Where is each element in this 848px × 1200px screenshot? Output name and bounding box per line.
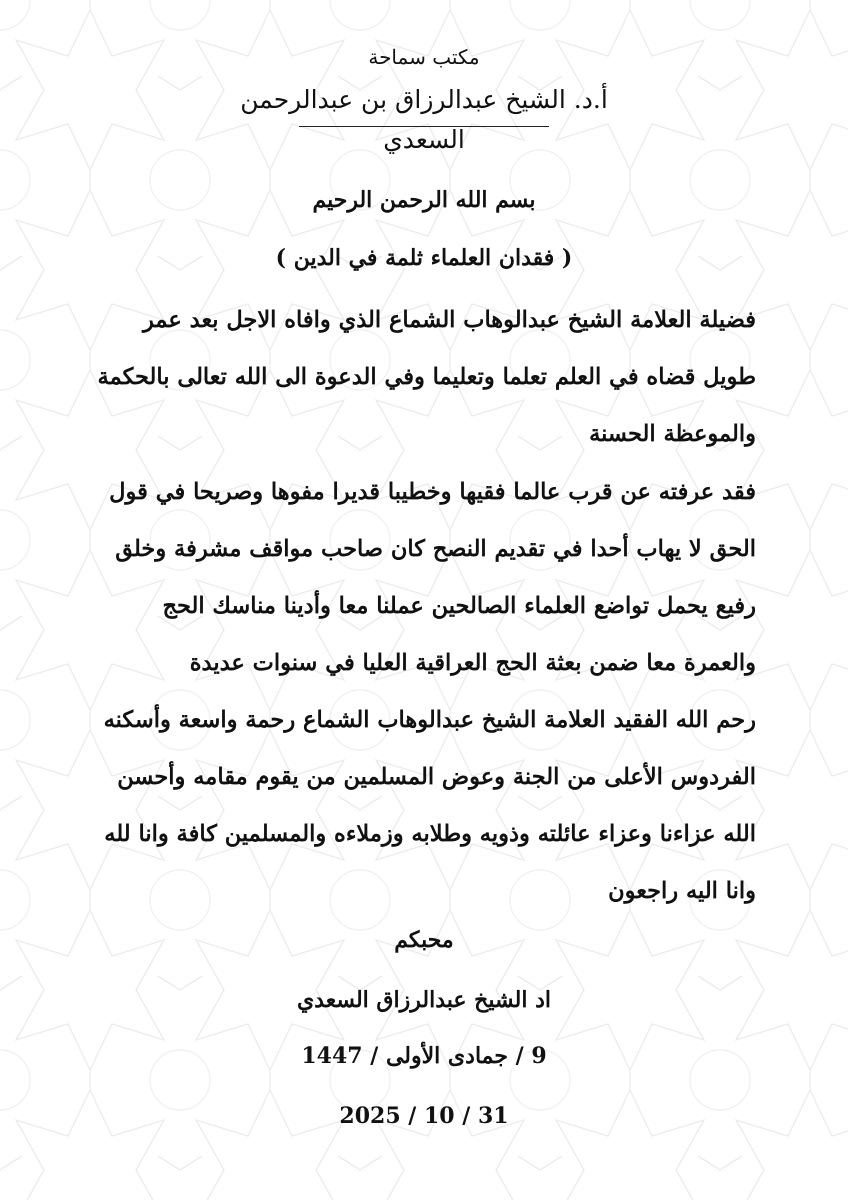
body-paragraph-3: رحم الله الفقيد العلامة الشيخ عبدالوهاب الشماع رحمة واسعة وأسكنه الفردوس الأعلى من الجنة وعوض المسلمين من يقوم مقامه وأحسن الله عزاءنا وعزاء عائلته وذويه وطلابه وزملاءه والمسلمين كافة وانا لله وانا اليه راجعون xyxy=(103,707,756,904)
gregorian-date: 2025 / 10 / 31 xyxy=(339,1103,509,1129)
letter-subject: ( فقدان العلماء ثلمة في الدين ) xyxy=(275,245,573,271)
letterhead-name: أ.د. الشيخ عبدالرزاق بن عبدالرحمن السعدي xyxy=(240,85,608,154)
letterhead-office: مكتب سماحة xyxy=(368,45,480,69)
hijri-date: 9 / جمادى الأولى / 1447 xyxy=(301,1043,547,1069)
basmala: بسم الله الرحمن الرحيم xyxy=(312,187,536,213)
body-paragraph-1: فضيلة العلامة الشيخ عبدالوهاب الشماع الذي وافاه الاجل بعد عمر طويل قضاه في العلم تعلما وتعليما وفي الدعوة الى الله تعالى بالحكمة والموعظة الحسنة xyxy=(97,307,756,447)
signoff: محبكم xyxy=(394,927,454,953)
letterhead-logo xyxy=(224,40,624,154)
body-paragraph-2: فقد عرفته عن قرب عالما فقيها وخطيبا قديرا مفوها وصريحا في قول الحق لا يهاب أحدا في تقديم النصح كان صاحب مواقف مشرفة وخلق رفيع يحمل تواضع العلماء الصالحين عملنا معا وأدينا مناسك الحج والعمرة معا ضمن بعثة الحج العراقية العليا في سنوات عديدة xyxy=(109,479,756,676)
signer-name: اد الشيخ عبدالرزاق السعدي xyxy=(296,987,552,1013)
